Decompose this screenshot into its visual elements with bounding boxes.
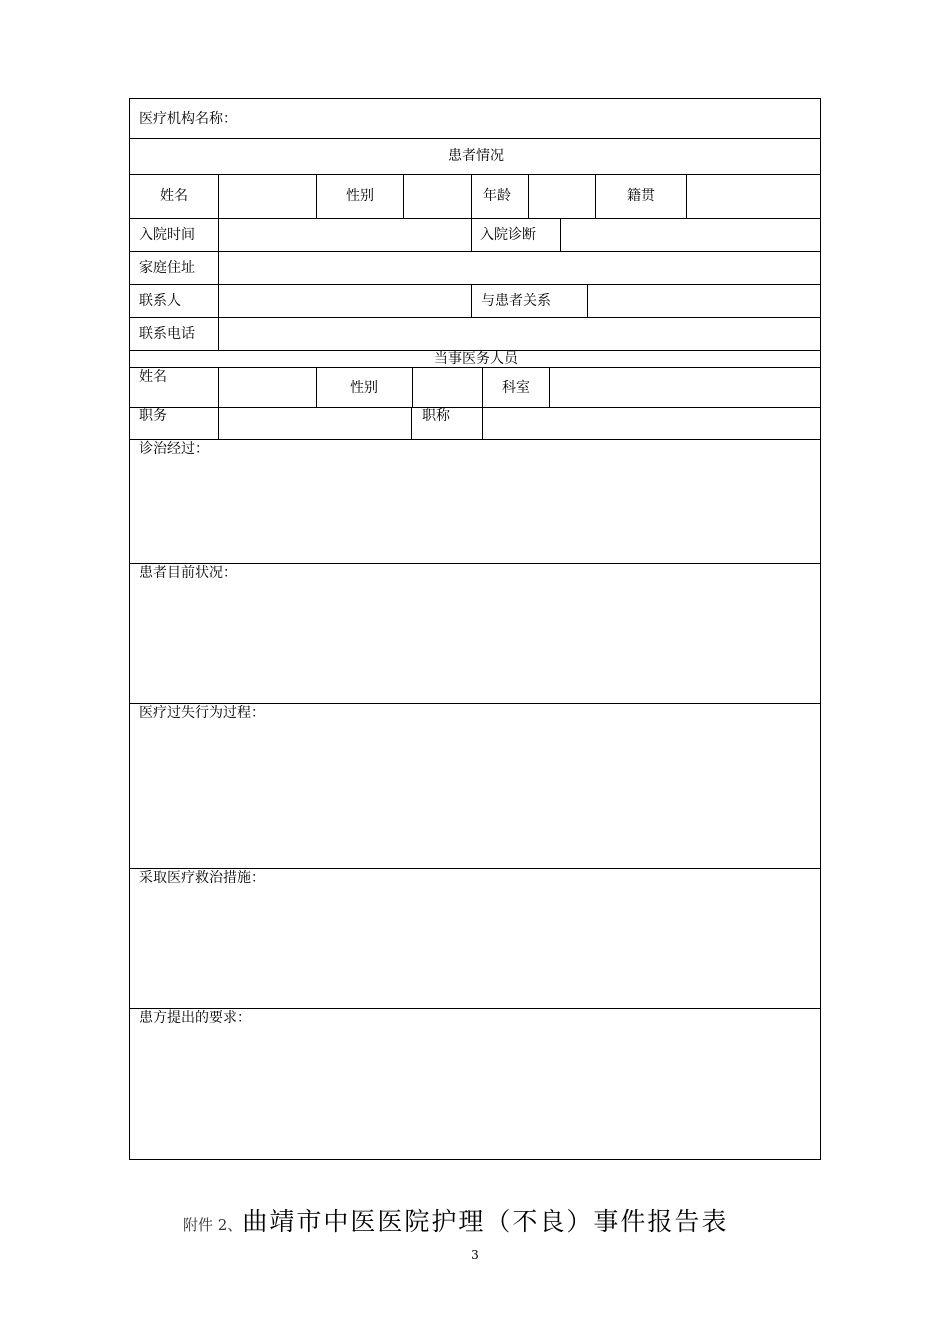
staff-position-label: 职务 — [139, 408, 167, 424]
staff-section-title: 当事医务人员 — [434, 351, 518, 367]
attachment-title — [183, 1202, 728, 1238]
staff-name-label: 姓名 — [139, 369, 167, 385]
column-divider — [218, 284, 219, 317]
rescue-measures-label: 采取医疗救治措施： — [139, 870, 265, 886]
column-divider — [218, 251, 219, 284]
incident-report-form — [129, 98, 821, 1160]
row-divider — [130, 138, 820, 139]
column-divider — [218, 317, 219, 350]
column-divider — [686, 174, 687, 218]
column-divider — [412, 367, 413, 407]
row-divider — [130, 317, 820, 318]
staff-title-label: 职称 — [422, 408, 450, 424]
row-divider — [130, 1008, 820, 1009]
column-divider — [218, 218, 219, 251]
staff-department-label: 科室 — [502, 380, 530, 396]
row-divider — [130, 703, 820, 704]
fault-process-label: 医疗过失行为过程： — [139, 705, 265, 721]
column-divider — [587, 284, 588, 317]
patient-native-place-label: 籍贯 — [627, 188, 655, 204]
row-divider — [130, 251, 820, 252]
column-divider — [411, 407, 412, 439]
column-divider — [482, 407, 483, 439]
relation-to-patient-label: 与患者关系 — [481, 293, 551, 309]
row-divider — [130, 868, 820, 869]
patient-gender-label: 性别 — [346, 188, 374, 204]
column-divider — [316, 174, 317, 218]
column-divider — [403, 174, 404, 218]
column-divider — [471, 174, 472, 218]
report-form-title: 曲靖市中医医院护理（不良）事件报告表 — [242, 1207, 729, 1236]
admission-time-label: 入院时间 — [139, 227, 195, 243]
attachment-prefix: 附件 2、 — [183, 1216, 243, 1234]
row-divider — [130, 407, 820, 408]
column-divider — [218, 367, 219, 407]
column-divider — [549, 367, 550, 407]
patient-section-title: 患者情况 — [448, 148, 504, 164]
column-divider — [316, 367, 317, 407]
row-divider — [130, 218, 820, 219]
patient-name-label: 姓名 — [160, 188, 188, 204]
staff-gender-label: 性别 — [350, 380, 378, 396]
column-divider — [218, 174, 219, 218]
row-divider — [130, 367, 820, 368]
row-divider — [130, 563, 820, 564]
patient-age-label: 年龄 — [483, 188, 511, 204]
treatment-process-label: 诊治经过： — [139, 441, 209, 457]
column-divider — [471, 284, 472, 317]
column-divider — [482, 367, 483, 407]
row-divider — [130, 284, 820, 285]
column-divider — [595, 174, 596, 218]
column-divider — [471, 218, 472, 251]
page-number: 3 — [471, 1248, 479, 1262]
column-divider — [218, 407, 219, 439]
contact-person-label: 联系人 — [139, 293, 181, 309]
institution-name-label: 医疗机构名称： — [139, 111, 237, 127]
patient-demands-label: 患方提出的要求： — [139, 1010, 251, 1026]
row-divider — [130, 439, 820, 440]
contact-phone-label: 联系电话 — [139, 326, 195, 342]
column-divider — [560, 218, 561, 251]
column-divider — [528, 174, 529, 218]
current-condition-label: 患者目前状况： — [139, 565, 237, 581]
admission-diagnosis-label: 入院诊断 — [480, 227, 536, 243]
home-address-label: 家庭住址 — [139, 260, 195, 276]
row-divider — [130, 174, 820, 175]
